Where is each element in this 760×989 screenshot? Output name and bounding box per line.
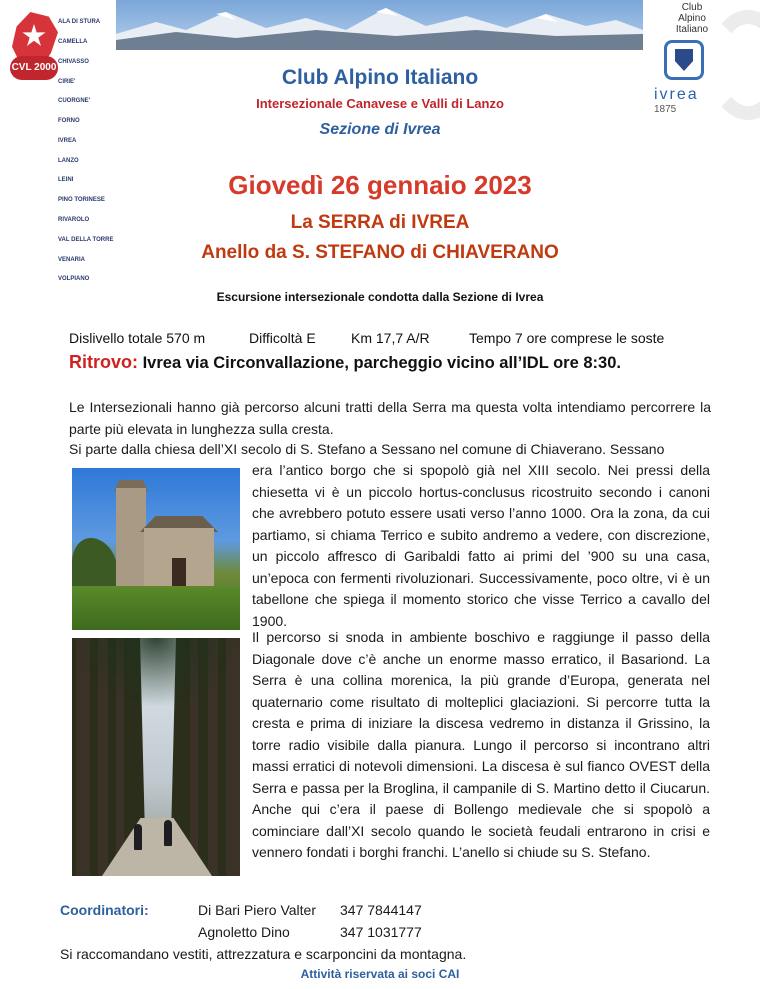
church-photo	[72, 468, 240, 630]
difficolta: Difficoltà E	[249, 330, 316, 346]
ritrovo-label: Ritrovo:	[69, 352, 138, 372]
walker	[164, 820, 172, 846]
trip-info-row	[69, 330, 664, 346]
ritrovo-line	[69, 352, 621, 373]
mountain-range-icon	[116, 0, 643, 50]
tempo: Tempo 7 ore comprese le soste	[469, 330, 665, 346]
intro-paragraph: Le Intersezionali hanno già percorso alcuni tratti della Serra ma questa volta intendiamo percorrere la parte più elevata in lunghezza sulla cresta.	[69, 399, 711, 437]
cai-logo-text: Club Alpino Italiano	[675, 2, 709, 35]
coordinator-name: Di Bari Piero Valter	[198, 902, 317, 918]
ivrea-wordmark: ivrea	[654, 86, 699, 103]
cvl-badge: CVL 2000	[10, 56, 58, 80]
escursione-note: Escursione intersezionale condotta dalla Sezione di Ivrea	[216, 290, 544, 304]
sezione-subtitle: Sezione di Ivrea	[319, 121, 441, 138]
cvl-towns-list: ALA DI STURA CAMELLA CHIVASSO CIRIE' CUORGNE' FORNO IVREA LANZO LEINI PINO TORINESE RIVAROLO VAL DELLA TORRE VENARIA VOLPIANO	[58, 19, 114, 283]
history-paragraph: era l’antico borgo che si spopolò già nel XIII secolo. Nei pressi della chiesetta vi è un piccolo hortus-conclusus ricostruito secondo i canoni che avrebbero potuto essere usati verso l’anno 1000. Ora la zona, da cui partiamo, si chiama Terrico e subito andremo a vedere, con discrezione, un piccolo affresco di Garibaldi fatto ai primi del ’900 su una casa, un’epoca con fermenti rivoluzionari. Successivamente, poco oltre, vi è un tabellone che spiega il momento storico che visse Terrico a cavallo del 1900.	[252, 462, 710, 629]
club-title: Club Alpino Italiano	[281, 66, 479, 89]
event-route: Anello da S. STEFANO di CHIAVERANO	[201, 242, 559, 263]
coordinator-name: Agnoletto Dino	[198, 924, 290, 940]
ritrovo-text: Ivrea via Circonvallazione, parcheggio vicino all’IDL ore 8:30.	[138, 354, 621, 372]
church-door	[172, 558, 186, 588]
members-only-note: Attività riservata ai soci CAI	[300, 967, 460, 981]
dislivello: Dislivello totale 570 m	[69, 330, 206, 346]
founding-year: 1875	[654, 104, 677, 115]
coordinator-phone: 347 7844147	[340, 902, 422, 918]
distance: Km 17,7 A/R	[351, 330, 430, 346]
event-title: La SERRA di IVREA	[290, 212, 470, 233]
intersezionale-subtitle: Intersezionale Canavese e Valli di Lanzo	[256, 96, 504, 111]
mountain-banner	[116, 0, 643, 50]
coordinator-row	[60, 902, 422, 918]
event-date: Giovedì 26 gennaio 2023	[228, 170, 532, 200]
lawn	[72, 586, 240, 630]
route-paragraph: Il percorso si snoda in ambiente boschivo e raggiunge il passo della Diagonale dove c’è anche un enorme masso erratico, il Basariond. La Serra è una collina morenica, la più grande d’Europa, generata nel quaternario come risultato di molteplici glaciazioni. Si percorre tutta la cresta e prima di iniziare la discesa vedremo in distanza il Grissino, la torre radio visibile dalla pianura. Lungo il percorso si incontrano altri massi erratici di notevoli dimensioni. La discesa è sul fianco OVEST della Serra e passa per la Broglina, il campanile di S. Martino detto il Ciucarun. Anche qui c’era il paese di Bollengo medievale che si spopolò a cominciare dall’XI secolo quando le società feudali entrarono in crisi e vennero fondati i borghi franchi. L’anello si chiude su S. Stefano.	[252, 629, 710, 860]
coordinatori-label: Coordinatori:	[60, 902, 149, 918]
bell-tower	[116, 488, 146, 588]
coordinator-phone: 347 1031777	[340, 924, 422, 940]
equipment-note: Si raccomandano vestiti, attrezzatura e scarponcini da montagna.	[60, 946, 467, 962]
walker	[134, 824, 142, 850]
canopy	[72, 638, 240, 708]
start-paragraph: Si parte dalla chiesa dell’XI secolo di S. Stefano a Sessano nel comune di Chiaverano. Sessano	[69, 441, 665, 457]
forest-path-photo	[72, 638, 240, 876]
